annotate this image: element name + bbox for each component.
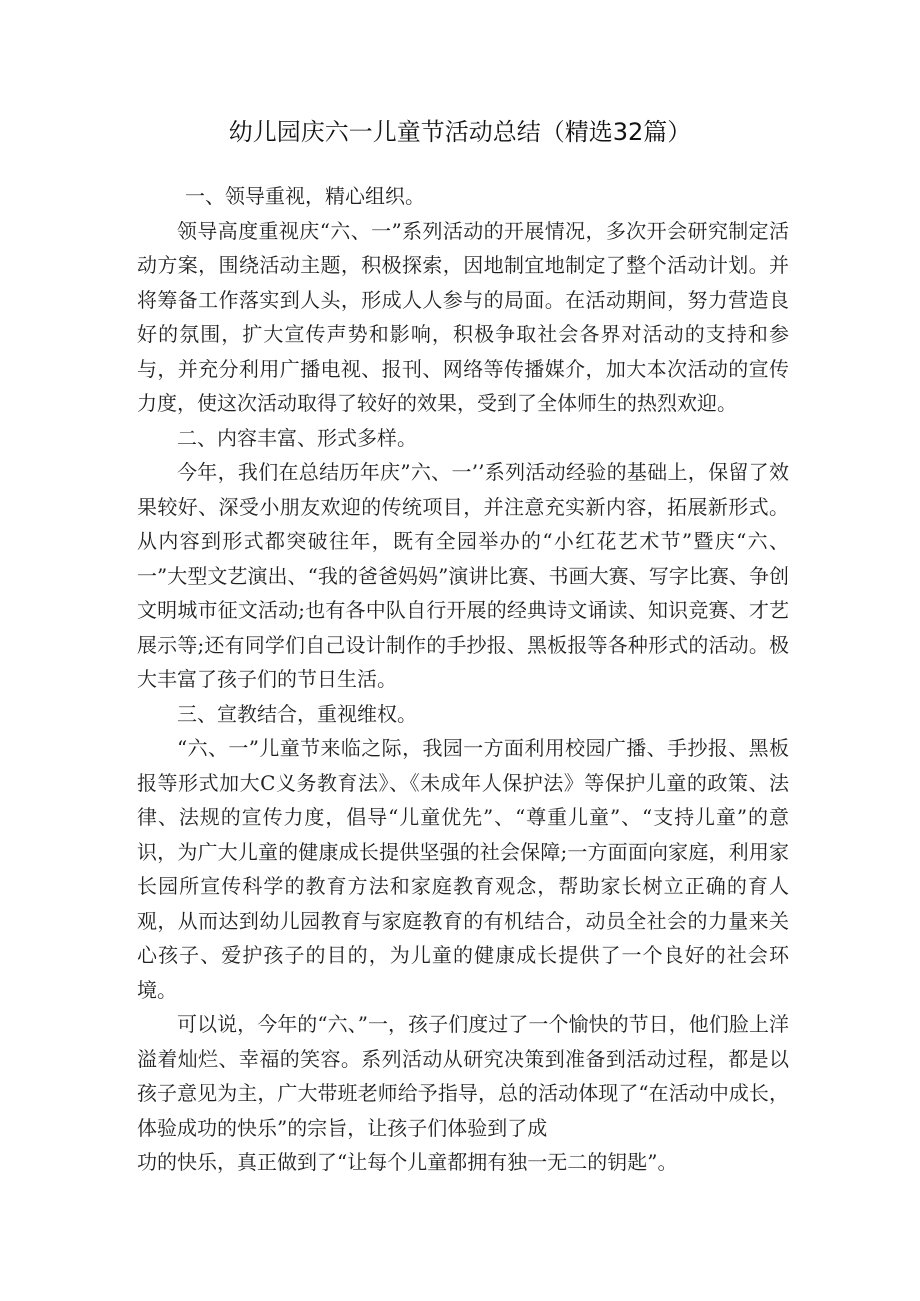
section-heading-3: 三、宣教结合，重视维权。 — [177, 701, 417, 726]
paragraph-2: 今年，我们在总结历年庆”六、一’’系列活动经验的基础上，保留了效果较好、深受小朋友欢迎的传统项目，并注意充实新内容，拓展新形式。从内容到形式都突破往年，既有全园举办的“小红花艺术节”暨庆“六、一”大型文艺演出、“我的爸爸妈妈”演讲比赛、书画大赛、写字比赛、争创文明城市征文活动;也有各中队自行开展的经典诗文诵读、知识竞赛、才艺展示等;还有同学们自己设计制作的手抄报、黑板报等各种形式的活动。极大丰富了孩子们的节日生活。 — [137, 460, 789, 691]
paragraph-3: “六、一”儿童节来临之际，我园一方面利用校园广播、手抄报、黑板报等形式加大C义务教育法》、《未成年人保护法》等保护儿童的政策、法律、法规的宣传力度，倡导“儿童优先”、“尊重儿童”、“支持儿童”的意识，为广大儿童的健康成长提供坚强的社会保障;一方面面向家庭，利用家长园所宣传科学的教育方法和家庭教育观念，帮助家长树立正确的育人观，从而达到幼儿园教育与家庭教育的有机结合，动员全社会的力量来关心孩子、爱护孩子的目的，为儿童的健康成长提供了一个良好的社会环境。 — [137, 736, 789, 1002]
paragraph-1: 领导高度重视庆“六、一”系列活动的开展情况，多次开会研究制定活动方案，围绕活动主题，积极探索，因地制宜地制定了整个活动计划。并将筹备工作落实到人头，形成人人参与的局面。在活动期间，努力营造良好的氛围，扩大宣传声势和影响，积极争取社会各界对活动的支持和参与，并充分利用广播电视、报刊、网络等传播媒介，加大本次活动的宣传力度，使这次活动取得了较好的效果，受到了全体师生的热烈欢迎。 — [137, 218, 789, 415]
paragraph-4-continued: 功的快乐，真正做到了“让每个儿童都拥有独一无二的钥匙”。 — [137, 1150, 678, 1174]
document-title: 幼儿园庆六一儿童节活动总结（精选32篇） — [228, 118, 692, 146]
section-heading-2: 二、内容丰富、形式多样。 — [177, 425, 417, 450]
section-heading-1: 一、领导重视，精心组织。 — [185, 184, 425, 208]
document-body — [137, 179, 789, 1180]
paragraph-4: 可以说，今年的“六、”一，孩子们度过了一个愉快的节日，他们脸上洋溢着灿烂、幸福的笑容。系列活动从研究决策到准备到活动过程，都是以孩子意见为主，广大带班老师给予指导，总的活动体现了“在活动中成长，体验成功的快乐”的宗旨，让孩子们体验到了成 — [137, 1012, 789, 1140]
